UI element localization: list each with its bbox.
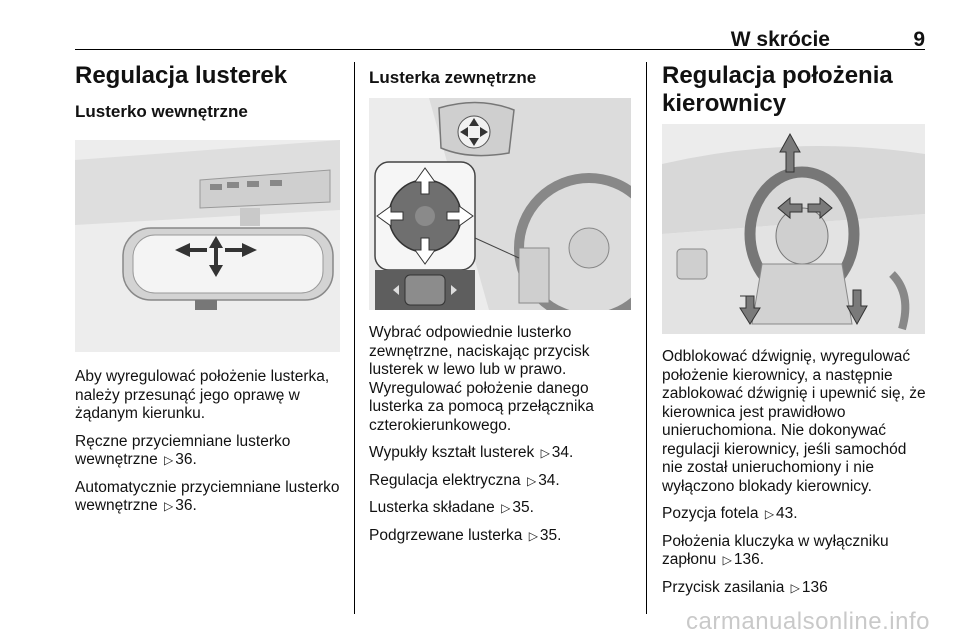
paragraph-ref: Podgrzewane lusterka ▷ 35.	[369, 526, 562, 544]
triangle-right-outline-icon: ▷	[164, 453, 174, 467]
triangle-right-outline-icon: ▷	[501, 501, 511, 515]
page-reference-link[interactable]: 136.	[733, 551, 765, 568]
paragraph-auto-dim: Automatycznie przyciemniane lusterko wewnętrzne ▷ 36.	[75, 478, 340, 514]
heading-mirror-adjust: Regulacja lusterek	[75, 62, 288, 89]
page-reference-link[interactable]: 36.	[175, 451, 197, 468]
page-reference-link[interactable]: 34.	[538, 471, 560, 489]
page-reference-link[interactable]: 136	[801, 578, 828, 596]
triangle-right-outline-icon: ▷	[528, 528, 538, 543]
page-reference-link[interactable]: 36.	[175, 497, 197, 514]
heading-steering-adjust: Regulacja położenia kierownicy	[662, 62, 893, 117]
column-mirror-interior	[75, 62, 343, 525]
triangle-right-outline-icon: ▷	[790, 580, 800, 595]
subheading-exterior-mirrors: Lusterka zewnętrzne	[369, 68, 537, 87]
paragraph-manual-dim: Ręczne przyciemniane lusterko wewnętrzne ▷ 36.	[75, 432, 291, 468]
header-rule	[75, 49, 925, 50]
page-number: 9	[913, 28, 925, 51]
paragraph-select-mirror: Wybrać odpowiednie lusterko zewnętrzne, naciskając przycisk lusterek w lewo lub w prawo. Wyregulować położenie danego lusterka za pomocą przełącznika czterokierunkowego.	[369, 324, 594, 434]
paragraph-steering: Odblokować dźwignię, wyregulować położenie kierownicy, a następnie zablokować dźwignię i upewnić się, że kierownica jest prawidłowo unieruchomiona. Nie dokonywać regulacji kierownicy, jeśli samochód nie został unieruchomiony i nie wyłączono blokady kierownicy.	[662, 348, 926, 495]
figure-steering-wheel	[662, 124, 925, 334]
triangle-right-outline-icon: ▷	[764, 507, 775, 521]
page-header	[75, 22, 925, 50]
paragraph-ref: Przycisk zasilania ▷ 136	[662, 578, 828, 596]
paragraph-ref: Lusterka składane ▷ 35.	[369, 499, 534, 516]
paragraph-adjust: Aby wyregulować położenie lusterka, należy przesunąć jego oprawę w żądanym kierunku.	[75, 368, 330, 422]
triangle-right-outline-icon: ▷	[540, 446, 550, 460]
page-reference-link[interactable]: 34.	[551, 444, 574, 461]
paragraph-ref: Położenia kluczyka w wyłączniku zapłonu ▷ 136.	[662, 532, 889, 568]
column-mirror-exterior	[369, 62, 637, 554]
subheading-interior-mirror: Lusterko wewnętrzne	[75, 102, 248, 121]
footer-watermark: carmanualsonline.info	[686, 608, 930, 635]
column-divider	[354, 62, 355, 614]
paragraph-ref: Wypukły kształt lusterek ▷ 34.	[369, 444, 574, 461]
paragraph-ref: Regulacja elektryczna ▷ 34.	[369, 471, 560, 489]
column-steering-wheel	[662, 62, 930, 606]
column-divider	[646, 62, 647, 614]
triangle-right-outline-icon: ▷	[722, 553, 732, 567]
triangle-right-outline-icon: ▷	[164, 499, 174, 513]
page-reference-link[interactable]: 43.	[776, 505, 798, 522]
figure-interior-mirror	[75, 140, 340, 352]
page-reference-link[interactable]: 35.	[539, 526, 562, 544]
triangle-right-outline-icon: ▷	[526, 473, 537, 488]
section-title: W skrócie	[730, 28, 830, 51]
figure-exterior-mirror-switch	[369, 98, 631, 310]
page-reference-link[interactable]: 35.	[512, 499, 534, 516]
paragraph-ref: Pozycja fotela ▷ 43.	[662, 505, 798, 522]
